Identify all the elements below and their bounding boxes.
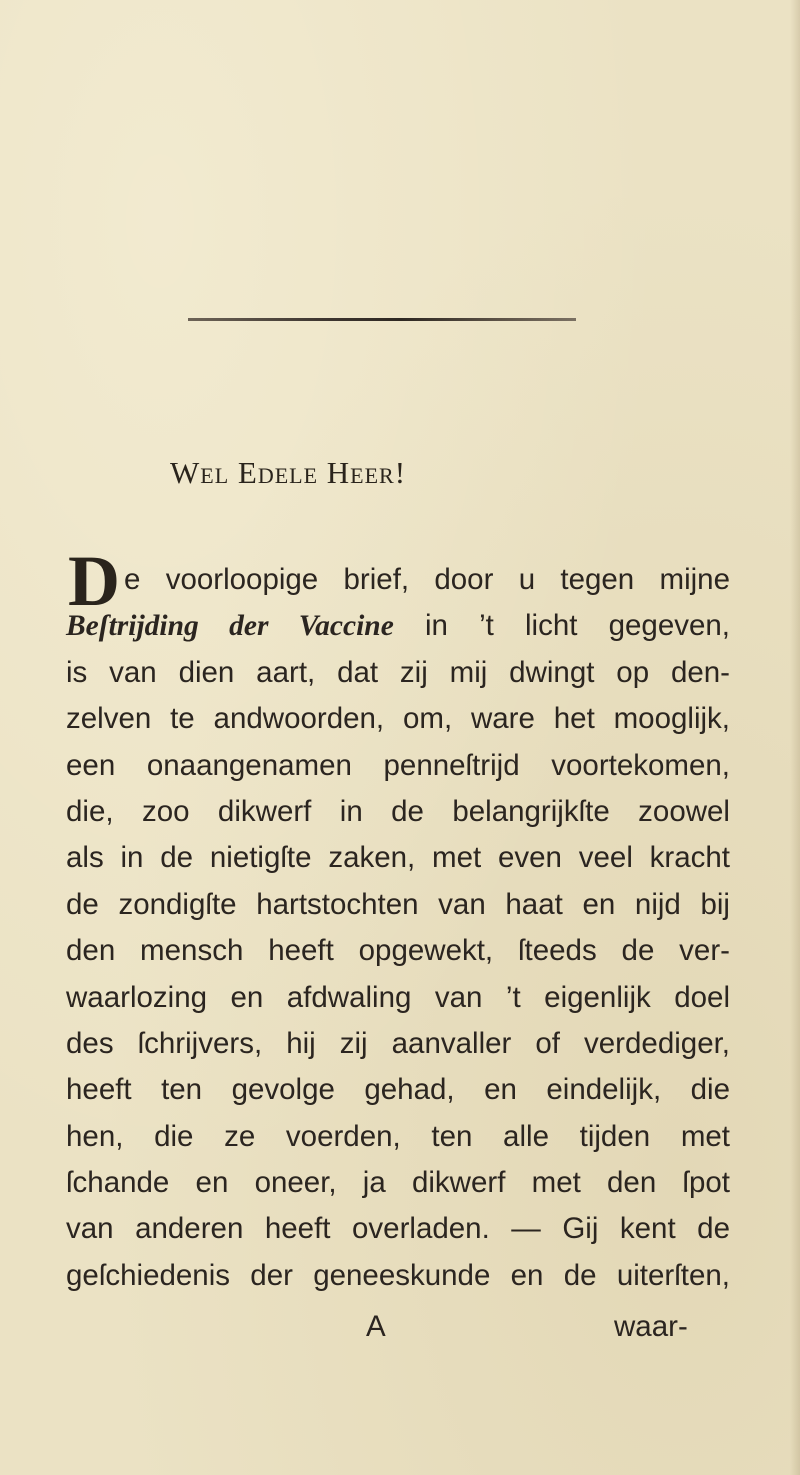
text-line: hen, die ze voerden, ten alle tijden met <box>66 1119 730 1153</box>
header-rule <box>188 318 576 321</box>
text-line <box>66 603 730 649</box>
text-line: is van dien aart, dat zij mij dwingt op den- <box>66 655 730 689</box>
text-line: des ſchrijvers, hij zij aanvaller of verdediger, <box>66 1026 730 1060</box>
line-text: e voorloopige brief, door u tegen mijne <box>124 563 730 596</box>
page-edge-shadow <box>790 0 800 1475</box>
text-line: waarlozing en afdwaling van ’t eigenlijk doel <box>66 980 730 1014</box>
catchword: waar- <box>614 1310 688 1343</box>
text-line: geſchiedenis der geneeskunde en de uiterſten, <box>66 1258 730 1292</box>
signature-mark: A <box>366 1310 386 1343</box>
drop-cap: D <box>68 541 120 621</box>
salutation-text: Wel Edele Heer! <box>170 455 407 490</box>
text-line: den mensch heeft opgewekt, ſteeds de ver- <box>66 934 730 968</box>
text-line: de zondigſte hartstochten van haat en nijd bij <box>66 887 730 921</box>
page-footer <box>0 1310 800 1356</box>
text-line: als in de nietigſte zaken, met even veel kracht <box>66 841 730 875</box>
text-line: die, zoo dikwerf in de belangrijkſte zoowel <box>66 794 730 828</box>
salutation <box>170 455 406 491</box>
text-line: ſchande en oneer, ja dikwerf met den ſpot <box>66 1166 730 1200</box>
line-text: in ’t licht gegeven, <box>393 609 730 643</box>
text-line: heeft ten gevolge gehad, en eindelijk, die <box>66 1073 730 1107</box>
text-line: een onaangenamen penneſtrijd voortekomen, <box>66 748 730 782</box>
text-line: zelven te andwoorden, om, ware het mooglijk, <box>66 702 730 736</box>
body-text <box>66 541 730 1299</box>
text-line: van anderen heeft overladen. — Gij kent de <box>66 1212 730 1246</box>
text-line <box>66 541 730 621</box>
italic-title: Beſtrijding der Vaccine <box>66 610 394 643</box>
